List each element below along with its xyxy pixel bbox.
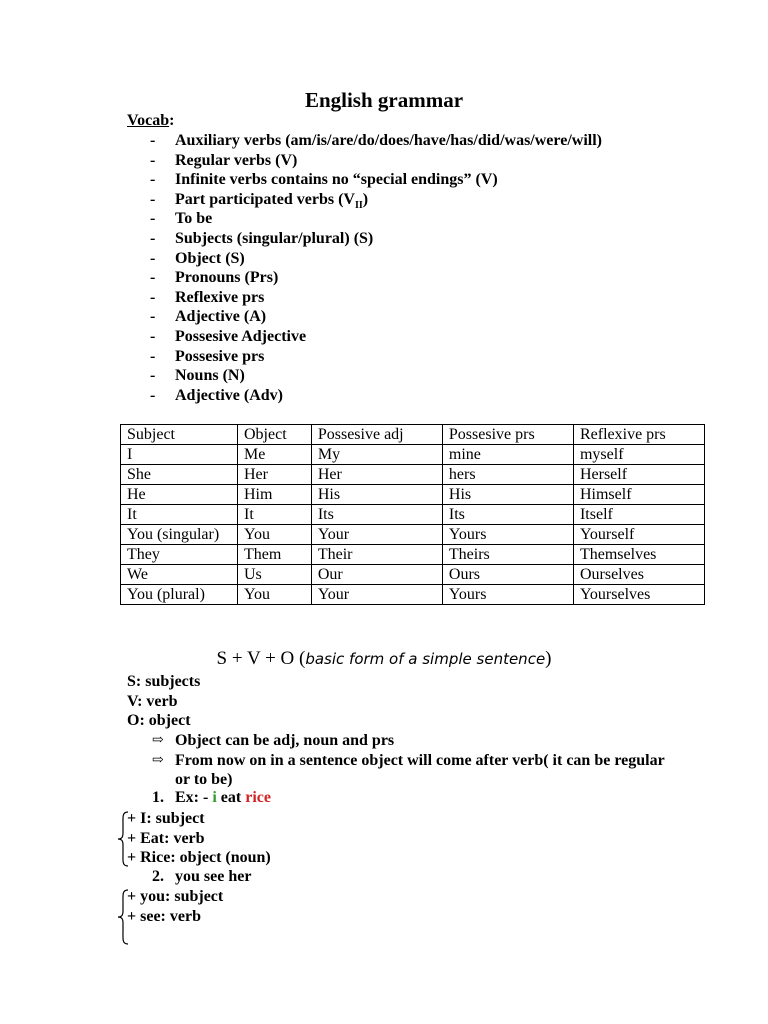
list-item [150, 151, 602, 171]
table-cell: myself [573, 445, 704, 465]
table-cell: Its [442, 505, 573, 525]
table-cell: Our [311, 565, 442, 585]
left-brace-icon [117, 811, 129, 867]
table-cell: Its [311, 505, 442, 525]
dash-marker: - [150, 386, 156, 404]
table-cell: We [121, 565, 238, 585]
definition-item: S: subjects [127, 673, 201, 690]
definition-item: V: verb [127, 692, 178, 710]
vocab-item: Auxiliary verbs (am/is/are/do/does/have/has/did/was/were/will) [175, 132, 602, 149]
table-cell: They [121, 545, 238, 565]
page-title: English grammar [304, 88, 464, 112]
table-cell: She [121, 465, 238, 485]
table-cell: Yourself [573, 525, 704, 545]
example-2-line [152, 868, 251, 886]
column-header: Subject [121, 425, 238, 445]
dash-marker: - [150, 308, 156, 326]
list-item [150, 170, 602, 190]
breakdown-item: + Eat: verb [127, 829, 205, 847]
breakdown-item: + I: subject [127, 810, 205, 827]
vocab-list [150, 131, 602, 405]
table-cell: Theirs [442, 545, 573, 565]
table-row [121, 445, 705, 465]
table-cell: Yourselves [573, 585, 704, 605]
table-cell: Yours [442, 525, 573, 545]
table-cell: It [121, 505, 238, 525]
dash-marker: - [150, 327, 156, 345]
vocab-item: Reflexive prs [175, 288, 265, 306]
list-item [150, 268, 602, 288]
dash-marker: - [150, 190, 156, 208]
table-cell: You [238, 525, 312, 545]
table-cell: Your [311, 525, 442, 545]
table-cell: Ourselves [573, 565, 704, 585]
table-cell: Herself [573, 465, 704, 485]
dash-marker: - [150, 249, 156, 267]
example-1-breakdown [117, 809, 271, 868]
vocab-item: Part participated verbs (V [175, 190, 355, 208]
table-cell: Them [238, 545, 312, 565]
note-text: Object can be adj, noun and prs [175, 732, 395, 749]
vocab-heading [127, 112, 174, 130]
definitions-list [127, 672, 200, 731]
example-2-breakdown [117, 887, 223, 926]
table-cell: My [311, 445, 442, 465]
vocab-item: Nouns (N) [175, 367, 245, 385]
dash-marker: - [150, 132, 156, 149]
table-cell: You (singular) [121, 525, 238, 545]
vocab-item: Adjective (A) [175, 308, 267, 326]
breakdown-item: + you: subject [127, 888, 224, 905]
table-row [121, 465, 705, 485]
vocab-item-close: ) [362, 190, 369, 208]
breakdown-item: + Rice: object (noun) [127, 849, 271, 867]
column-header: Reflexive prs [573, 425, 704, 445]
list-item [150, 131, 602, 151]
dash-marker: - [150, 347, 156, 365]
vocab-item: Pronouns (Prs) [175, 269, 279, 287]
table-cell: Himself [573, 485, 704, 505]
example-number: 2. [152, 868, 164, 885]
vocab-item: Subjects (singular/plural) (S) [175, 229, 374, 247]
table-cell: He [121, 485, 238, 505]
table-cell: Her [311, 465, 442, 485]
list-item [150, 190, 602, 210]
table-cell: Their [311, 545, 442, 565]
table-row [121, 565, 705, 585]
table-cell: Me [238, 445, 312, 465]
list-item [150, 386, 602, 406]
table-cell: Your [311, 585, 442, 605]
note-item [152, 751, 675, 790]
table-cell: I [121, 445, 238, 465]
arrow-icon: ⇨ [152, 733, 164, 748]
column-header: Possesive adj [311, 425, 442, 445]
note-text: From now on in a sentence object will come after verb( it can be regular or to be) [175, 751, 665, 789]
vocab-item: Object (S) [175, 249, 245, 267]
vocab-item: To be [175, 210, 213, 228]
example-number: 1. [152, 789, 164, 806]
vocab-heading-colon: : [169, 112, 175, 129]
dash-marker: - [150, 171, 156, 189]
dash-marker: - [150, 269, 156, 287]
dash-marker: - [150, 210, 156, 228]
example-text: you see her [175, 868, 252, 885]
definition-item: O: object [127, 712, 191, 730]
formula-close: ) [545, 648, 552, 669]
sentence-formula [0, 648, 768, 670]
table-cell: Us [238, 565, 312, 585]
list-item [150, 249, 602, 269]
table-cell: His [311, 485, 442, 505]
table-cell: Yours [442, 585, 573, 605]
notes-list [152, 731, 675, 790]
table-row [121, 525, 705, 545]
note-item [152, 731, 675, 751]
list-item [150, 366, 602, 386]
formula-main: S + V + O ( [216, 648, 306, 669]
list-item [150, 347, 602, 367]
table-cell: Ours [442, 565, 573, 585]
vocab-item: Adjective (Adv) [175, 386, 283, 404]
table-cell: You (plural) [121, 585, 238, 605]
list-item [150, 307, 602, 327]
table-cell: Him [238, 485, 312, 505]
dash-marker: - [150, 367, 156, 385]
dash-marker: - [150, 288, 156, 306]
table-cell: Her [238, 465, 312, 485]
breakdown-item: + see: verb [127, 907, 201, 925]
list-item [150, 327, 602, 347]
left-brace-icon [117, 889, 129, 945]
table-cell: You [238, 585, 312, 605]
example-prefix: Ex: - [175, 789, 213, 806]
column-header: Object [238, 425, 312, 445]
table-cell: It [238, 505, 312, 525]
table-row [121, 485, 705, 505]
example-object: rice [245, 789, 271, 806]
table-cell: mine [442, 445, 573, 465]
vocab-item: Possesive prs [175, 347, 265, 365]
list-item [150, 209, 602, 229]
list-item [150, 229, 602, 249]
example-verb: eat [216, 789, 246, 806]
table-cell: His [442, 485, 573, 505]
table-row [121, 545, 705, 565]
dash-marker: - [150, 229, 156, 247]
vocab-item: Possesive Adjective [175, 327, 307, 345]
table-cell: hers [442, 465, 573, 485]
table-header-row [121, 425, 705, 445]
example-1-line [152, 789, 271, 807]
example-subject: i [212, 789, 217, 806]
formula-note: basic form of a simple sentence [305, 650, 546, 668]
table-row [121, 505, 705, 525]
table-cell: Itself [573, 505, 704, 525]
arrow-icon: ⇨ [152, 752, 164, 768]
vocab-item: Regular verbs (V) [175, 151, 298, 169]
vocab-heading-label: Vocab [127, 112, 170, 129]
dash-marker: - [150, 151, 156, 169]
table-row [121, 585, 705, 605]
vocab-item: Infinite verbs contains no “special endings” (V) [175, 171, 498, 189]
list-item [150, 288, 602, 308]
column-header: Possesive prs [442, 425, 573, 445]
pronoun-table [120, 424, 705, 605]
vocab-item-subscript: II [354, 199, 363, 211]
table-cell: Themselves [573, 545, 704, 565]
